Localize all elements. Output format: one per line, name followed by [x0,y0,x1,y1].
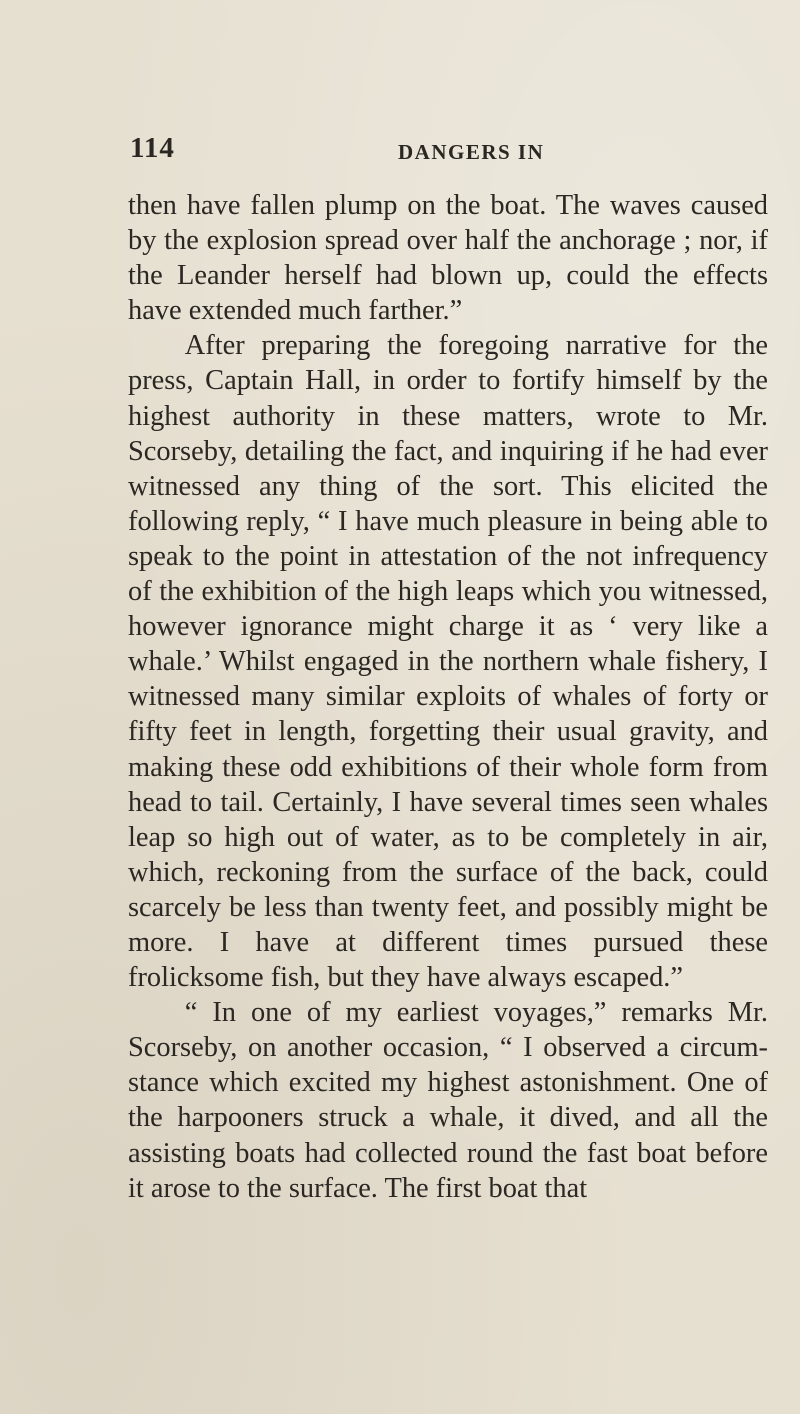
page-number: 114 [130,132,175,164]
page-header [130,132,770,172]
body-text [128,188,768,1206]
running-head: DANGERS IN [398,140,545,164]
paragraph-earliest-voyages: “ In one of my earliest voyages,” remarks Mr. Scorseby, on another occasion, “ I observed a circumstance which excited my highest astonishment. One of the harpooners struck a whale, it dived, and all the assisting boats had collected round the fast boat before it arose to the surface. The first boat that [128,997,768,1204]
paragraph-continuation: then have fallen plump on the boat. The waves caused by the explosion spread over half the anchorage ; nor, if the Leander herself had blown up, could the effects have extended much farther.” [128,190,768,327]
paragraph-scoresby-reply: After preparing the foregoing narrative for the press, Captain Hall, in order to fortify himself by the highest authority in these matters, wrote to Mr. Scorseby, detailing the fact, and inquiring if he had ever witnessed any thing of the sort. This elicited the following reply, “ I have much pleasure in being able to speak to the point in attestation of the not infrequency of the exhibition of the high leaps which you witnessed, however ignorance might charge it as ‘ very like a whale.’ Whilst engaged in the northern whale fishery, I witnessed many similar exploits of whales of forty or fifty feet in length, forgetting their usual gravity, and making these odd exhibitions of their whole form from head to tail. Certainly, I have several times seen whales leap so high out of water, as to be completely in air, which, reckoning from the surface of the back, could scarcely be less than twenty feet, and possibly might be more. I have at different times pursued these frolicksome fish, but they have always escaped.” [128,330,768,994]
